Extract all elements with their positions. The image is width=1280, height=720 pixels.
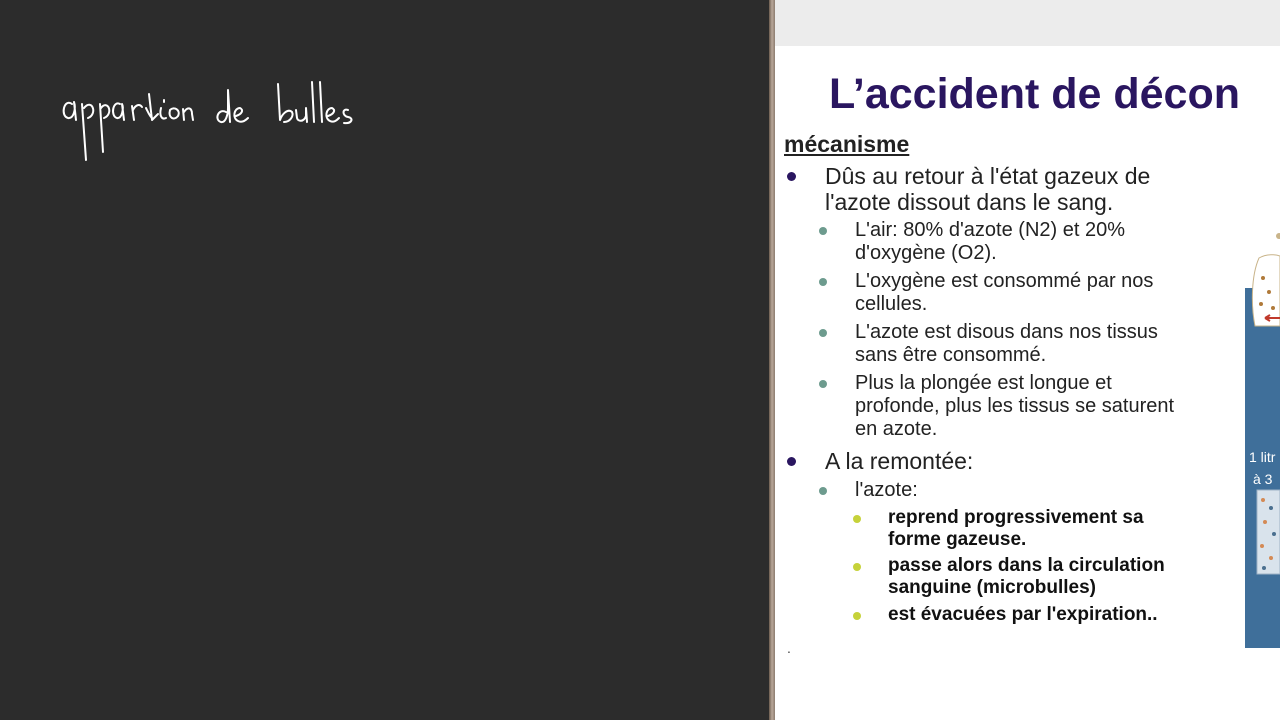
bullet-text: l'azote: (855, 479, 918, 501)
bullet-text: L'oxygène est consommé par nos cellules. (855, 270, 1154, 315)
bullet-item (819, 479, 918, 502)
bullet-item (853, 555, 1165, 599)
bullet-item (819, 270, 1153, 316)
bullet-text: A la remontée: (825, 448, 974, 474)
bullet-dot-icon (819, 380, 827, 388)
bullet-text: Dûs au retour à l'état gazeux de l'azote dissout dans le sang. (825, 163, 1151, 215)
handwriting-strokes (58, 64, 368, 174)
bullet-dot-icon (853, 612, 861, 620)
bullet-dot-icon (787, 172, 796, 181)
bullet-text: L'air: 80% d'azote (N2) et 20% d'oxygène (O2). (855, 219, 1125, 264)
slide-trailing-mark: . (787, 640, 791, 656)
diver-illustration-icon (1245, 196, 1280, 648)
bullet-dot-icon (819, 227, 827, 235)
handwritten-note (58, 64, 368, 174)
bullet-text: reprend progressivement sa forme gazeuse. (888, 507, 1144, 550)
bullet-dot-icon (853, 563, 861, 571)
bullet-item (853, 507, 1144, 551)
slide-panel (775, 0, 1280, 720)
bullet-text: passe alors dans la circulation sanguine (microbulles) (888, 555, 1165, 598)
bullet-item (819, 321, 1158, 367)
bullet-item (819, 219, 1125, 265)
bullet-item (787, 448, 973, 474)
bullet-dot-icon (787, 457, 796, 466)
bullet-text: Plus la plongée est longue et profonde, plus les tissus se saturent en azote. (855, 372, 1175, 440)
bullet-item (787, 163, 1150, 215)
bullet-dot-icon (819, 329, 827, 337)
bullet-text: L'azote est disous dans nos tissus sans être consommé. (855, 321, 1158, 366)
illustration-label-volume: 1 litr (1249, 449, 1276, 465)
bullet-text: est évacuées par l'expiration.. (888, 604, 1158, 625)
bullet-dot-icon (853, 515, 861, 523)
bullet-dot-icon (819, 278, 827, 286)
bullet-item (819, 372, 1174, 441)
slide-section-heading: mécanisme (784, 131, 910, 157)
slide-title: L’accident de décon (829, 70, 1240, 118)
bullet-dot-icon (819, 487, 827, 495)
illustration-label-depth: à 3 (1253, 471, 1273, 487)
bullet-item (853, 604, 1158, 626)
slide-top-bar (775, 0, 1280, 46)
